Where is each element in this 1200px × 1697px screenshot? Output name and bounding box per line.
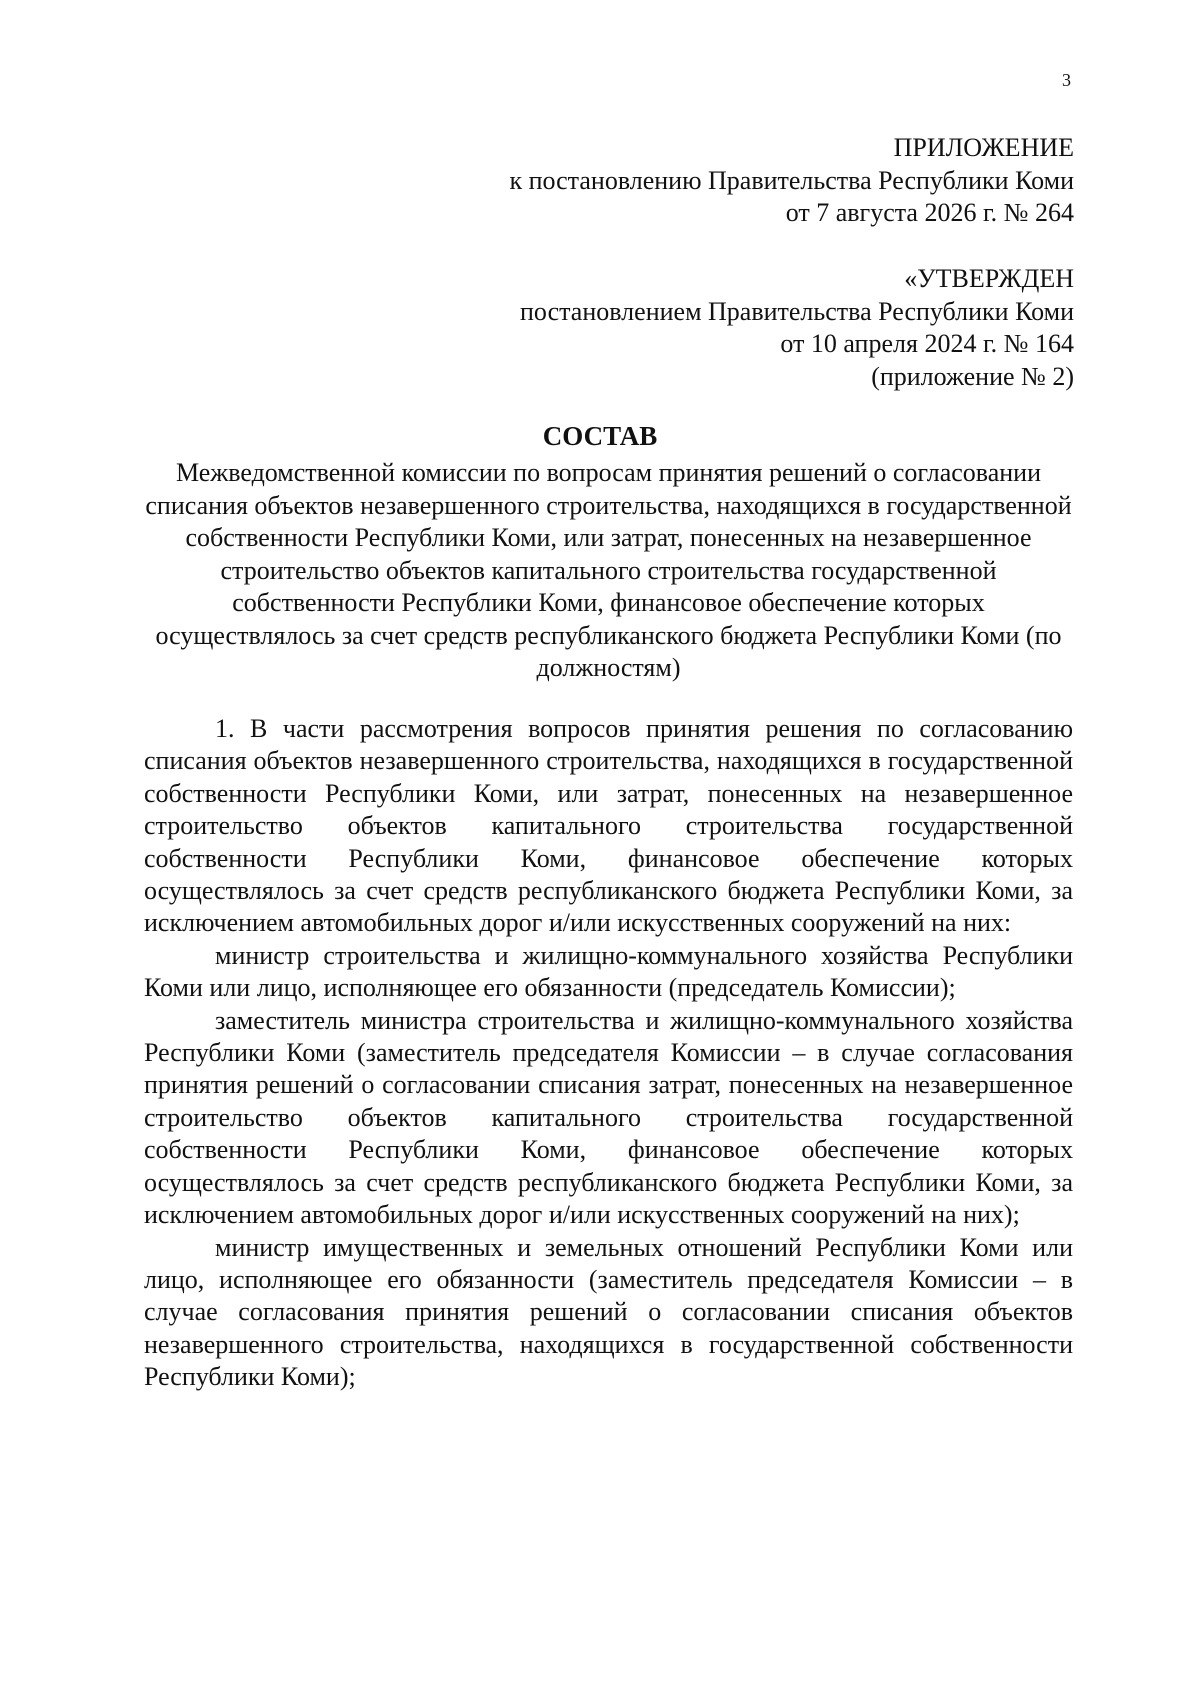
approved-annex-number: (приложение № 2) bbox=[871, 361, 1074, 391]
approved-reference: постановлением Правительства Республики Коми bbox=[520, 296, 1074, 326]
annex-header bbox=[509, 132, 1074, 230]
document-body bbox=[144, 713, 1073, 1394]
page-number: 3 bbox=[1062, 70, 1071, 90]
annex-date-number: от 7 августа 2026 г. № 264 bbox=[785, 198, 1074, 227]
paragraph-deputy-property: министр имущественных и земельных отношений Республики Коми или лицо, исполняющее его обязанности (заместитель председателя Комиссии – в случае согласования принятия решений о согласовании списания объектов незавершенного строительства, находящихся в государственной собственности Республики Коми); bbox=[144, 1232, 1073, 1392]
document-subtitle: Межведомственной комиссии по вопросам принятия решений о согласовании списания объектов незавершенного строительства, находящихся в государственной собственности Республики Коми, или затрат, понесенных на незавершенное строительство объектов капитального строительства государственной собственности Республики Коми, финансовое обеспечение которых осуществлялось за счет средств республиканского бюджета Республики Коми (по должностям) bbox=[145, 458, 1072, 682]
approved-date-number: от 10 апреля 2024 г. № 164 bbox=[780, 329, 1074, 358]
annex-title: ПРИЛОЖЕНИЕ bbox=[893, 133, 1074, 162]
paragraph-section-1: 1. В части рассмотрения вопросов принятия решения по согласованию списания объектов незавершенного строительства, находящихся в государственной собственности Республики Коми, или затрат, понесенных на незавершенное строительство объектов капитального строительства государственной собственности Республики Коми, финансовое обеспечение которых осуществлялось за счет средств республиканского бюджета Республики Коми, за исключением автомобильных дорог и/или искусственных сооружений на них: bbox=[144, 714, 1073, 938]
annex-reference: к постановлению Правительства Республики Коми bbox=[509, 165, 1074, 195]
approved-title: «УТВЕРЖДЕН bbox=[904, 264, 1074, 293]
approved-header bbox=[520, 263, 1074, 393]
paragraph-deputy-construction: заместитель министра строительства и жилищно-коммунального хозяйства Республики Коми (заместитель председателя Комиссии – в случае согласования принятия решений о согласовании списания затрат, понесенных на незавершенное строительство объектов капитального строительства государственной собственности Республики Коми, финансовое обеспечение которых осуществлялось за счет средств республиканского бюджета Республики Коми, за исключением автомобильных дорог и/или искусственных сооружений на них); bbox=[144, 1005, 1073, 1230]
paragraph-chairman: министр строительства и жилищно-коммунального хозяйства Республики Коми или лицо, исполняющее его обязанности (председатель Комиссии); bbox=[144, 940, 1073, 1003]
document-title: СОСТАВ bbox=[542, 421, 658, 451]
